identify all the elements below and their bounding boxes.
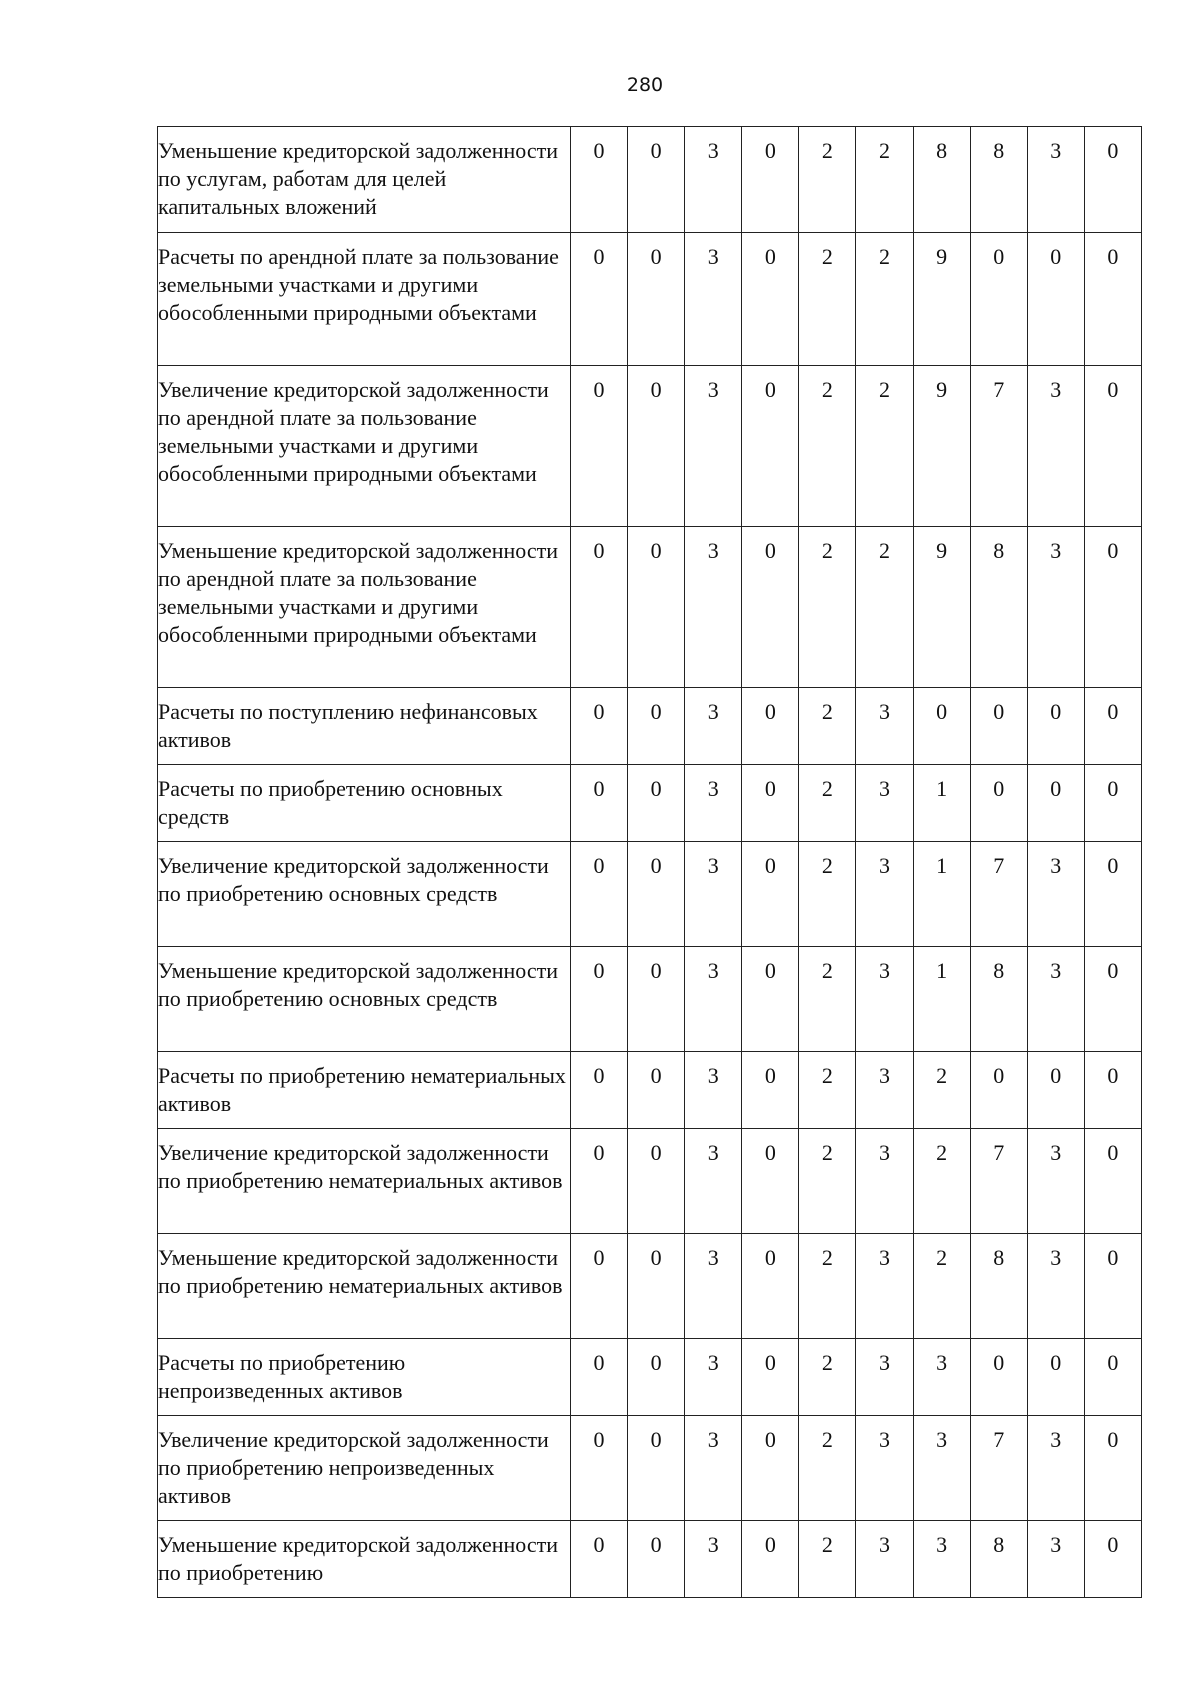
- code-digit-cell: 2: [799, 366, 856, 527]
- code-digit-cell: 2: [856, 233, 913, 366]
- code-digit-cell: 3: [1027, 527, 1084, 688]
- code-digit-cell: 0: [742, 1339, 799, 1416]
- code-digit-cell: 0: [628, 765, 685, 842]
- code-digit-cell: 0: [628, 1052, 685, 1129]
- code-digit-cell: 8: [970, 127, 1027, 233]
- code-digit-cell: 2: [799, 127, 856, 233]
- code-digit-cell: 3: [1027, 947, 1084, 1052]
- table-row: [158, 233, 1142, 366]
- code-digit-cell: 0: [628, 688, 685, 765]
- code-digit-cell: 2: [799, 1129, 856, 1234]
- code-digit-cell: 0: [1027, 1052, 1084, 1129]
- code-digit-cell: 0: [571, 1234, 628, 1339]
- account-name-cell: Увеличение кредиторской задолженности по арендной плате за пользование земельными участками и другими обособленными природными объектами: [158, 366, 571, 527]
- account-name-cell: Расчеты по приобретению непроизведенных активов: [158, 1339, 571, 1416]
- code-digit-cell: 0: [742, 127, 799, 233]
- table-row: [158, 947, 1142, 1052]
- code-digit-cell: 2: [799, 842, 856, 947]
- code-digit-cell: 3: [685, 1129, 742, 1234]
- code-digit-cell: 0: [913, 688, 970, 765]
- code-digit-cell: 0: [1084, 366, 1141, 527]
- code-digit-cell: 2: [799, 1234, 856, 1339]
- account-name-cell: Уменьшение кредиторской задолженности по услугам, работам для целей капитальных вложений: [158, 127, 571, 233]
- code-digit-cell: 0: [970, 233, 1027, 366]
- code-digit-cell: 2: [799, 688, 856, 765]
- table-row: [158, 366, 1142, 527]
- code-digit-cell: 3: [685, 1416, 742, 1521]
- page-number: 280: [626, 74, 664, 96]
- account-name-cell: Расчеты по приобретению основных средств: [158, 765, 571, 842]
- code-digit-cell: 0: [1084, 1416, 1141, 1521]
- code-digit-cell: 0: [742, 1416, 799, 1521]
- code-digit-cell: 7: [970, 1129, 1027, 1234]
- code-digit-cell: 0: [1084, 1521, 1141, 1598]
- code-digit-cell: 2: [799, 527, 856, 688]
- code-digit-cell: 3: [1027, 1521, 1084, 1598]
- code-digit-cell: 3: [856, 765, 913, 842]
- account-name-cell: Расчеты по арендной плате за пользование земельными участками и другими обособленными природными объектами: [158, 233, 571, 366]
- code-digit-cell: 9: [913, 233, 970, 366]
- code-digit-cell: 3: [1027, 127, 1084, 233]
- code-digit-cell: 3: [856, 1339, 913, 1416]
- code-digit-cell: 3: [913, 1339, 970, 1416]
- table-row: [158, 1052, 1142, 1129]
- code-digit-cell: 0: [742, 947, 799, 1052]
- table-row: [158, 1129, 1142, 1234]
- code-digit-cell: 7: [970, 1416, 1027, 1521]
- code-digit-cell: 0: [628, 1416, 685, 1521]
- code-digit-cell: 0: [628, 1521, 685, 1598]
- account-name-cell: Увеличение кредиторской задолженности по приобретению нематериальных активов: [158, 1129, 571, 1234]
- account-codes-table: [157, 126, 1142, 1598]
- code-digit-cell: 0: [571, 127, 628, 233]
- table-row: [158, 127, 1142, 233]
- code-digit-cell: 3: [685, 947, 742, 1052]
- account-name-cell: Уменьшение кредиторской задолженности по арендной плате за пользование земельными участками и другими обособленными природными объектами: [158, 527, 571, 688]
- code-digit-cell: 0: [571, 1416, 628, 1521]
- code-digit-cell: 0: [1084, 947, 1141, 1052]
- code-digit-cell: 0: [628, 366, 685, 527]
- code-digit-cell: 0: [1027, 1339, 1084, 1416]
- code-digit-cell: 0: [1084, 1234, 1141, 1339]
- code-digit-cell: 0: [742, 842, 799, 947]
- code-digit-cell: 3: [685, 233, 742, 366]
- code-digit-cell: 0: [742, 1129, 799, 1234]
- code-digit-cell: 0: [1084, 233, 1141, 366]
- code-digit-cell: 0: [742, 1521, 799, 1598]
- code-digit-cell: 0: [1084, 527, 1141, 688]
- code-digit-cell: 0: [571, 1339, 628, 1416]
- code-digit-cell: 8: [970, 1521, 1027, 1598]
- code-digit-cell: 0: [571, 366, 628, 527]
- code-digit-cell: 0: [742, 688, 799, 765]
- code-digit-cell: 3: [856, 1521, 913, 1598]
- code-digit-cell: 0: [628, 1339, 685, 1416]
- code-digit-cell: 0: [571, 233, 628, 366]
- code-digit-cell: 1: [913, 765, 970, 842]
- code-digit-cell: 0: [1027, 688, 1084, 765]
- table-row: [158, 527, 1142, 688]
- code-digit-cell: 0: [970, 1052, 1027, 1129]
- code-digit-cell: 3: [685, 527, 742, 688]
- code-digit-cell: 0: [571, 688, 628, 765]
- code-digit-cell: 3: [685, 1052, 742, 1129]
- code-digit-cell: 3: [685, 366, 742, 527]
- code-digit-cell: 2: [856, 527, 913, 688]
- code-digit-cell: 8: [913, 127, 970, 233]
- code-digit-cell: 0: [571, 842, 628, 947]
- code-digit-cell: 0: [970, 1339, 1027, 1416]
- code-digit-cell: 2: [799, 947, 856, 1052]
- code-digit-cell: 2: [856, 366, 913, 527]
- code-digit-cell: 0: [742, 1234, 799, 1339]
- code-digit-cell: 3: [685, 1234, 742, 1339]
- code-digit-cell: 3: [1027, 366, 1084, 527]
- code-digit-cell: 0: [571, 527, 628, 688]
- account-name-cell: Увеличение кредиторской задолженности по приобретению основных средств: [158, 842, 571, 947]
- account-name-cell: Расчеты по приобретению нематериальных активов: [158, 1052, 571, 1129]
- code-digit-cell: 0: [1084, 1052, 1141, 1129]
- code-digit-cell: 2: [913, 1234, 970, 1339]
- code-digit-cell: 2: [799, 233, 856, 366]
- code-digit-cell: 1: [913, 947, 970, 1052]
- code-digit-cell: 0: [742, 1052, 799, 1129]
- code-digit-cell: 0: [1084, 765, 1141, 842]
- table-row: [158, 1339, 1142, 1416]
- code-digit-cell: 8: [970, 947, 1027, 1052]
- code-digit-cell: 2: [799, 765, 856, 842]
- code-digit-cell: 0: [628, 127, 685, 233]
- code-digit-cell: 9: [913, 366, 970, 527]
- code-digit-cell: 2: [856, 127, 913, 233]
- code-digit-cell: 2: [799, 1052, 856, 1129]
- account-name-cell: Уменьшение кредиторской задолженности по приобретению нематериальных активов: [158, 1234, 571, 1339]
- code-digit-cell: 3: [1027, 842, 1084, 947]
- code-digit-cell: 0: [628, 842, 685, 947]
- code-digit-cell: 2: [913, 1129, 970, 1234]
- code-digit-cell: 0: [1084, 842, 1141, 947]
- code-digit-cell: 7: [970, 842, 1027, 947]
- code-digit-cell: 9: [913, 527, 970, 688]
- code-digit-cell: 3: [856, 1129, 913, 1234]
- account-name-cell: Уменьшение кредиторской задолженности по приобретению основных средств: [158, 947, 571, 1052]
- code-digit-cell: 0: [1027, 233, 1084, 366]
- code-digit-cell: 0: [742, 527, 799, 688]
- code-digit-cell: 3: [856, 947, 913, 1052]
- code-digit-cell: 0: [571, 1052, 628, 1129]
- code-digit-cell: 0: [1084, 127, 1141, 233]
- code-digit-cell: 3: [1027, 1416, 1084, 1521]
- code-digit-cell: 0: [970, 688, 1027, 765]
- code-digit-cell: 0: [571, 1129, 628, 1234]
- code-digit-cell: 3: [913, 1521, 970, 1598]
- code-digit-cell: 0: [628, 527, 685, 688]
- account-name-cell: Уменьшение кредиторской задолженности по приобретению: [158, 1521, 571, 1598]
- table-row: [158, 1234, 1142, 1339]
- table-row: [158, 842, 1142, 947]
- code-digit-cell: 3: [685, 1521, 742, 1598]
- table-row: [158, 1521, 1142, 1598]
- code-digit-cell: 2: [799, 1339, 856, 1416]
- code-digit-cell: 0: [628, 947, 685, 1052]
- code-digit-cell: 3: [685, 688, 742, 765]
- code-digit-cell: 0: [1027, 765, 1084, 842]
- code-digit-cell: 2: [799, 1416, 856, 1521]
- code-digit-cell: 3: [913, 1416, 970, 1521]
- code-digit-cell: 3: [856, 1416, 913, 1521]
- account-name-cell: Увеличение кредиторской задолженности по приобретению непроизведенных активов: [158, 1416, 571, 1521]
- code-digit-cell: 3: [856, 842, 913, 947]
- code-digit-cell: 3: [1027, 1234, 1084, 1339]
- code-digit-cell: 0: [970, 765, 1027, 842]
- code-digit-cell: 0: [742, 233, 799, 366]
- table-row: [158, 1416, 1142, 1521]
- code-digit-cell: 8: [970, 527, 1027, 688]
- code-digit-cell: 0: [1084, 1129, 1141, 1234]
- table-row: [158, 688, 1142, 765]
- code-digit-cell: 0: [571, 765, 628, 842]
- table-row: [158, 765, 1142, 842]
- code-digit-cell: 0: [742, 765, 799, 842]
- table-body: [158, 127, 1142, 1598]
- code-digit-cell: 0: [571, 947, 628, 1052]
- code-digit-cell: 3: [685, 127, 742, 233]
- code-digit-cell: 0: [628, 1234, 685, 1339]
- code-digit-cell: 0: [571, 1521, 628, 1598]
- code-digit-cell: 7: [970, 366, 1027, 527]
- code-digit-cell: 3: [685, 842, 742, 947]
- code-digit-cell: 3: [856, 1234, 913, 1339]
- code-digit-cell: 0: [1084, 1339, 1141, 1416]
- code-digit-cell: 3: [1027, 1129, 1084, 1234]
- code-digit-cell: 2: [799, 1521, 856, 1598]
- code-digit-cell: 0: [628, 233, 685, 366]
- code-digit-cell: 3: [685, 765, 742, 842]
- account-name-cell: Расчеты по поступлению нефинансовых активов: [158, 688, 571, 765]
- code-digit-cell: 0: [628, 1129, 685, 1234]
- code-digit-cell: 3: [685, 1339, 742, 1416]
- code-digit-cell: 0: [742, 366, 799, 527]
- code-digit-cell: 1: [913, 842, 970, 947]
- code-digit-cell: 8: [970, 1234, 1027, 1339]
- code-digit-cell: 0: [1084, 688, 1141, 765]
- code-digit-cell: 3: [856, 1052, 913, 1129]
- code-digit-cell: 3: [856, 688, 913, 765]
- code-digit-cell: 2: [913, 1052, 970, 1129]
